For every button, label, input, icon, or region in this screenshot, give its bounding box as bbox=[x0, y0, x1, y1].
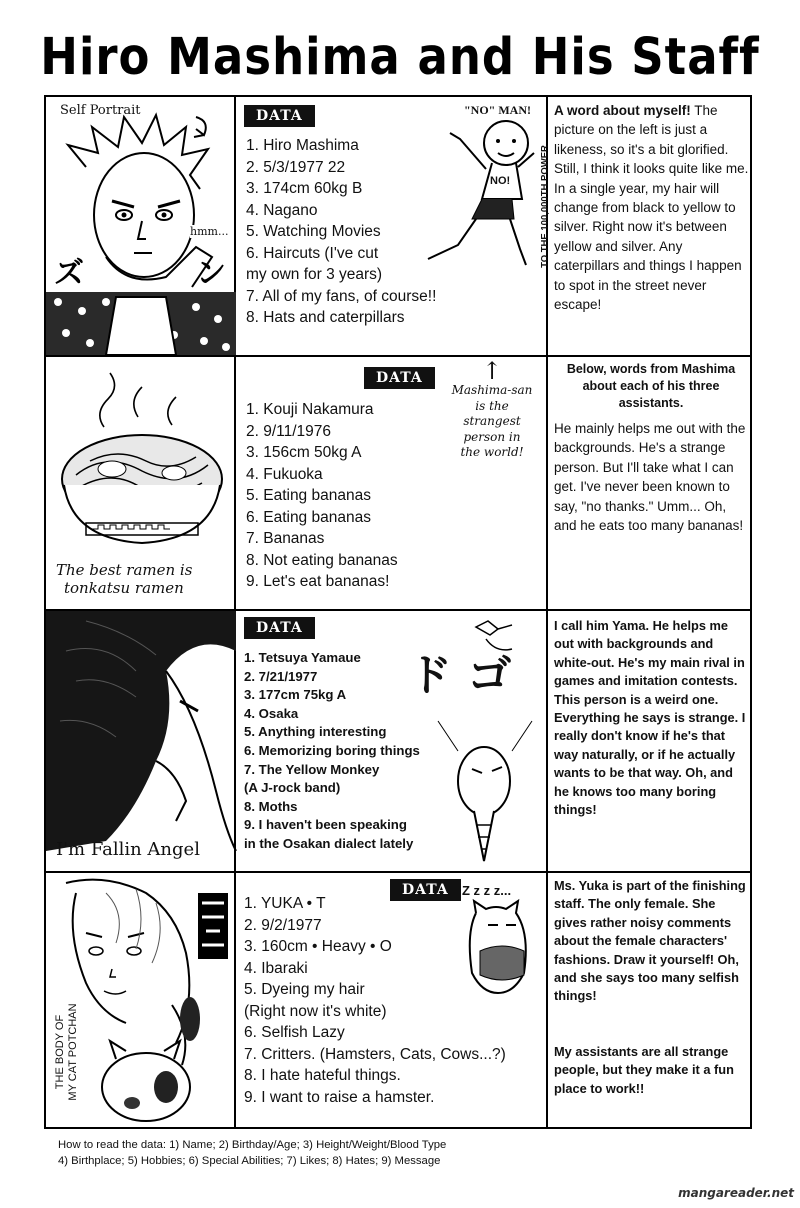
data-item: 2. 9/2/1977 bbox=[244, 916, 322, 934]
data-list-yamaue bbox=[244, 649, 420, 854]
comment-heading: Below, words from Mashima about each of his three assistants. bbox=[566, 362, 736, 410]
data-item: 5. Dyeing my hair bbox=[244, 981, 365, 998]
data-item: 4. Nagano bbox=[246, 201, 318, 219]
no-man-shirt-text: NO! bbox=[490, 175, 511, 187]
data-item: 2. 9/11/1976 bbox=[246, 422, 332, 440]
data-item: 7. All of my fans, of course!! bbox=[246, 287, 437, 305]
data-tag: DATA bbox=[390, 879, 461, 901]
data-item: 7. Bananas bbox=[246, 530, 325, 547]
profile-row-mashima bbox=[46, 97, 750, 355]
data-item: 8. Not eating bananas bbox=[246, 551, 398, 569]
data-panel-mashima bbox=[236, 97, 551, 355]
comment-panel-yamaue bbox=[548, 611, 750, 871]
up-arrow-icon: ↑ bbox=[481, 357, 503, 385]
fallin-angel-caption: I'm Fallin Angel bbox=[56, 839, 200, 860]
comment-panel-yuka bbox=[548, 873, 750, 1127]
data-item: 3. 174cm 60kg B bbox=[246, 180, 363, 197]
hmm-caption: hmm... bbox=[190, 225, 229, 238]
legend-line-1: How to read the data: 1) Name; 2) Birthday/Age; 3) Height/Weight/Blood Type bbox=[58, 1139, 447, 1151]
data-item: 4. Ibaraki bbox=[244, 959, 308, 977]
data-item: 5. Anything interesting bbox=[244, 724, 387, 740]
comment-panel-mashima bbox=[548, 97, 750, 355]
data-item: 3. 177cm 75kg A bbox=[244, 687, 347, 703]
watermark: mangareader.net bbox=[678, 1186, 794, 1200]
data-item: 9. I haven't been speaking bbox=[244, 817, 407, 833]
comment-body: I call him Yama. He helps me out with backgrounds and white-out. He's my main rival in games and imitation contests. This person is a weird one. Everything he says is strange. I really don't know if he's that way naturally, or if he actually wants to be that way. Oh, and bbox=[554, 618, 746, 781]
data-item: 8. Moths bbox=[244, 798, 298, 814]
data-item: 8. I hate hateful things. bbox=[244, 1067, 401, 1084]
self-portrait-panel bbox=[46, 97, 236, 355]
cat-caption: THE BODY OF MY CAT POTCHAN bbox=[54, 977, 80, 1127]
comment-panel-nakamura bbox=[548, 357, 750, 609]
closing-comment: My assistants are all strange people, but they make it a fun place to work!! bbox=[554, 1044, 734, 1096]
vertical-caption: TO THE 100,000TH POWER bbox=[539, 145, 551, 268]
comment-emphasis: she says too many selfish things! bbox=[554, 970, 739, 1004]
data-panel-yuka bbox=[236, 873, 548, 1127]
ramen-panel bbox=[46, 357, 236, 609]
comment-text-yamaue bbox=[554, 617, 750, 819]
data-item: 2. 7/21/1977 bbox=[244, 668, 318, 684]
comment-text-yuka bbox=[554, 877, 750, 1006]
data-item: 1. Tetsuya Yamaue bbox=[244, 650, 361, 665]
fallen-angel-illustration bbox=[46, 611, 236, 873]
data-list-mashima bbox=[246, 135, 436, 329]
no-man-label: "NO" MAN! bbox=[464, 103, 531, 117]
page-title: Hiro Mashima and His Staff bbox=[40, 26, 760, 87]
data-item: 9. Let's eat bananas! bbox=[246, 573, 390, 590]
data-item: 7. Critters. (Hamsters, Cats, Cows...?) bbox=[244, 1045, 506, 1063]
data-item: 4. Fukuoka bbox=[246, 465, 323, 483]
data-item: 1. Hiro Mashima bbox=[246, 137, 359, 154]
data-item: 1. Kouji Nakamura bbox=[246, 401, 374, 418]
data-item: 2. 5/3/1977 22 bbox=[246, 158, 346, 176]
data-item: (A J-rock band) bbox=[244, 780, 341, 796]
data-item: 5. Eating bananas bbox=[246, 487, 371, 504]
data-item: 6. Haircuts (I've cut bbox=[246, 244, 379, 262]
fallin-angel-panel bbox=[46, 611, 236, 871]
data-item: 3. 160cm • Heavy • O bbox=[244, 938, 392, 955]
data-item: 7. The Yellow Monkey bbox=[244, 761, 380, 777]
data-item: in the Osakan dialect lately bbox=[244, 835, 414, 851]
data-item: (Right now it's white) bbox=[244, 1002, 387, 1020]
self-portrait-caption: Self Portrait bbox=[60, 103, 141, 118]
ramen-caption: The best ramen is tonkatsu ramen bbox=[56, 561, 193, 597]
comment-emphasis: he knows too many boring things! bbox=[554, 783, 717, 818]
data-item: 5. Watching Movies bbox=[246, 223, 381, 240]
profile-row-nakamura bbox=[46, 355, 750, 609]
data-tag: DATA bbox=[364, 367, 435, 389]
comment-body: The picture on the left is just a likeness, so it's a bit glorified. Still, I think it looks quite like me. In a single year, my hair will change from black to yellow to silver. Right now it's between yellow and silver. Any caterpillars and things I happen to spot in the street never escape! bbox=[554, 103, 749, 313]
data-item: 1. YUKA • T bbox=[244, 895, 326, 912]
data-tag: DATA bbox=[244, 105, 315, 127]
data-item: my own for 3 years) bbox=[246, 266, 383, 283]
svg-text:ン: ン bbox=[196, 256, 226, 291]
comment-body: He mainly helps me out with the backgrounds. He's a strange person. But I'll take what I can get. I've never been known to say, "no thanks." Umm... Oh, and he eats too many bananas! bbox=[554, 421, 746, 534]
data-item: 3. 156cm 50kg A bbox=[246, 444, 362, 461]
data-panel-nakamura bbox=[236, 357, 548, 609]
data-list-yuka bbox=[244, 893, 506, 1108]
profile-row-yuka bbox=[46, 871, 750, 1127]
staff-table bbox=[44, 95, 752, 1129]
handwritten-note: ↑ Mashima-san is the strangest person in the world! bbox=[446, 359, 538, 461]
data-list-nakamura bbox=[246, 399, 398, 593]
sound-effect: ド ゴ bbox=[408, 650, 512, 701]
sleeping-zzz: Z z z z... bbox=[462, 883, 512, 898]
comment-heading: A word about myself! bbox=[554, 103, 691, 118]
data-item: 4. Osaka bbox=[244, 705, 299, 721]
data-tag: DATA bbox=[244, 617, 315, 639]
data-item: 8. Hats and caterpillars bbox=[246, 309, 405, 326]
data-item: 6. Memorizing boring things bbox=[244, 742, 420, 758]
legend-line-2: 4) Birthplace; 5) Hobbies; 6) Special Abilities; 7) Likes; 8) Hates; 9) Message bbox=[58, 1155, 441, 1167]
data-panel-yamaue bbox=[236, 611, 548, 871]
data-item: 9. I want to raise a hamster. bbox=[244, 1088, 435, 1106]
data-item: 6. Selfish Lazy bbox=[244, 1024, 345, 1041]
profile-row-yamaue bbox=[46, 609, 750, 871]
svg-text:ズ: ズ bbox=[54, 256, 84, 291]
comment-text-mashima bbox=[554, 101, 750, 314]
comment-body: Ms. Yuka is part of the finishing staff. The only female. She gives rather noisy comments about the female characters' fashions. Draw it yourself! Oh, and bbox=[554, 878, 746, 986]
data-item: 6. Eating bananas bbox=[246, 508, 371, 526]
cat-panel bbox=[46, 873, 236, 1127]
